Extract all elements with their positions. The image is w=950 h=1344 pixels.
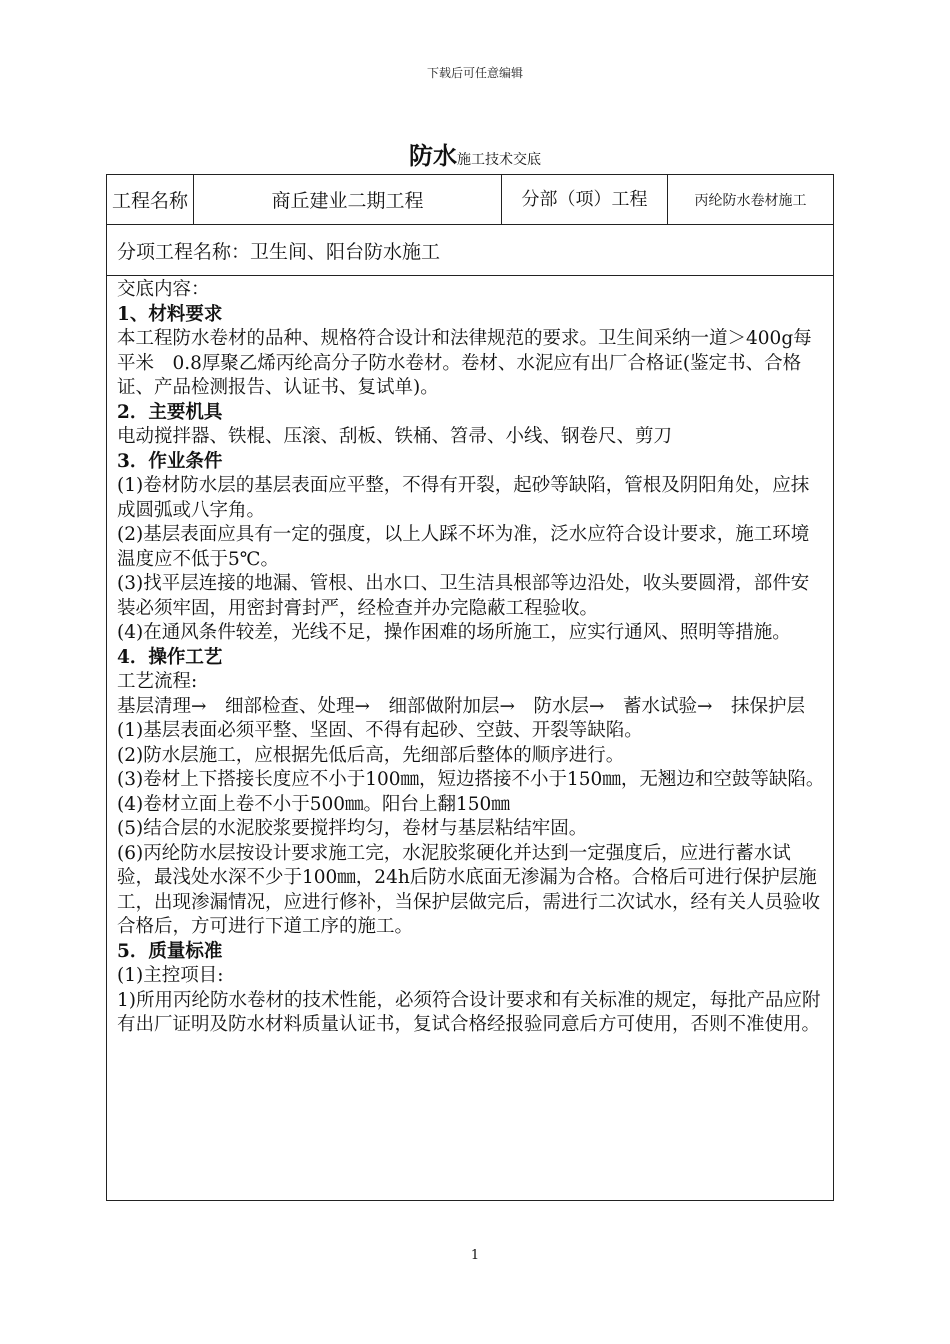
paragraph: 工艺流程:	[117, 671, 198, 692]
paragraph: (2)防水层施工，应根据先低后高，先细部后整体的顺序进行。	[117, 744, 625, 766]
title-sub: 施工技术交底	[457, 152, 541, 168]
subitem-row	[107, 225, 834, 276]
paragraph: (4)卷材立面上卷不小于500㎜。阳台上翻150㎜	[117, 793, 510, 815]
paragraph: 本工程防水卷材的品种、规格符合设计和法律规范的要求。卫生间采纳一道＞400g每平米 0.8厚聚乙烯丙纶高分子防水卷材。卷材、水泥应有出厂合格证(鉴定书、合格证、产品检测报告、认证书、复试单)。	[117, 328, 812, 398]
section-heading: 2．主要机具	[117, 401, 223, 423]
paragraph: (4)在通风条件较差，光线不足，操作困难的场所施工，应实行通风、照明等措施。	[117, 622, 791, 643]
paragraph: (6)丙纶防水层按设计要求施工完，水泥胶浆硬化并达到一定强度后，应进行蓄水试验，最浅处水深不少于100㎜，24h后防水底面无渗漏为合格。合格后可进行保护层施工，出现渗漏情况，应进行修补，当保护层做完后，需进行二次试水，经有关人员验收合格后，方可进行下道工序的施工。	[117, 842, 821, 937]
title-main: 防水	[409, 141, 457, 170]
division-label: 分部（项）工程	[502, 175, 668, 225]
paragraph: (2)基层表面应具有一定的强度，以上人踩不坏为准，泛水应符合设计要求，施工环境温度应不低于5℃。	[117, 524, 810, 570]
paragraph: (1)基层表面必须平整、坚固、不得有起砂、空鼓、开裂等缺陷。	[117, 720, 643, 741]
section-heading: 5．质量标准	[117, 940, 223, 962]
document-title	[0, 136, 950, 171]
content-row	[107, 276, 834, 1201]
paragraph: (3)卷材上下搭接长度应不小于100㎜，短边搭接不小于150㎜，无翘边和空鼓等缺陷。	[117, 769, 825, 790]
paragraph: (1)卷材防水层的基层表面应平整，不得有开裂，起砂等缺陷，管根及阴阳角处，应抹成圆弧或八字角。	[117, 475, 810, 521]
section-heading: 1、材料要求	[117, 303, 223, 325]
paragraph: 电动搅拌器、铁棍、压滚、刮板、铁桶、笤帚、小线、钢卷尺、剪刀	[117, 426, 673, 447]
section-heading: 3．作业条件	[117, 450, 223, 472]
section-heading: 4．操作工艺	[117, 646, 223, 668]
paragraph: (1)主控项目:	[117, 965, 224, 986]
process-flow: 基层清理→ 细部检查、处理→ 细部做附加层→ 防水层→ 蓄水试验→ 抹保护层	[117, 695, 806, 717]
project-row	[107, 175, 834, 225]
paragraph: 1)所用丙纶防水卷材的技术性能，必须符合设计要求和有关标准的规定，每批产品应附有出厂证明及防水材料质量认证书，复试合格经报验同意后方可使用，否则不准使用。	[117, 989, 821, 1035]
project-name-label: 工程名称	[107, 175, 194, 225]
paragraph: (3)找平层连接的地漏、管根、出水口、卫生洁具根部等边沿处，收头要圆滑，部件安装必须牢固，用密封膏封严，经检查并办完隐蔽工程验收。	[117, 573, 810, 619]
page-number: 1	[470, 1248, 480, 1263]
disclosure-table	[106, 174, 834, 1201]
project-name-value: 商丘建业二期工程	[194, 175, 502, 225]
subitem-name: 分项工程名称：卫生间、阳台防水施工	[107, 225, 834, 276]
division-value: 丙纶防水卷材施工	[668, 175, 834, 225]
header-note: 下载后可任意编辑	[426, 66, 523, 80]
paragraph: (5)结合层的水泥胶浆要搅拌均匀，卷材与基层粘结牢固。	[117, 818, 588, 839]
disclosure-content	[107, 276, 834, 1201]
content-intro: 交底内容：	[117, 279, 210, 300]
